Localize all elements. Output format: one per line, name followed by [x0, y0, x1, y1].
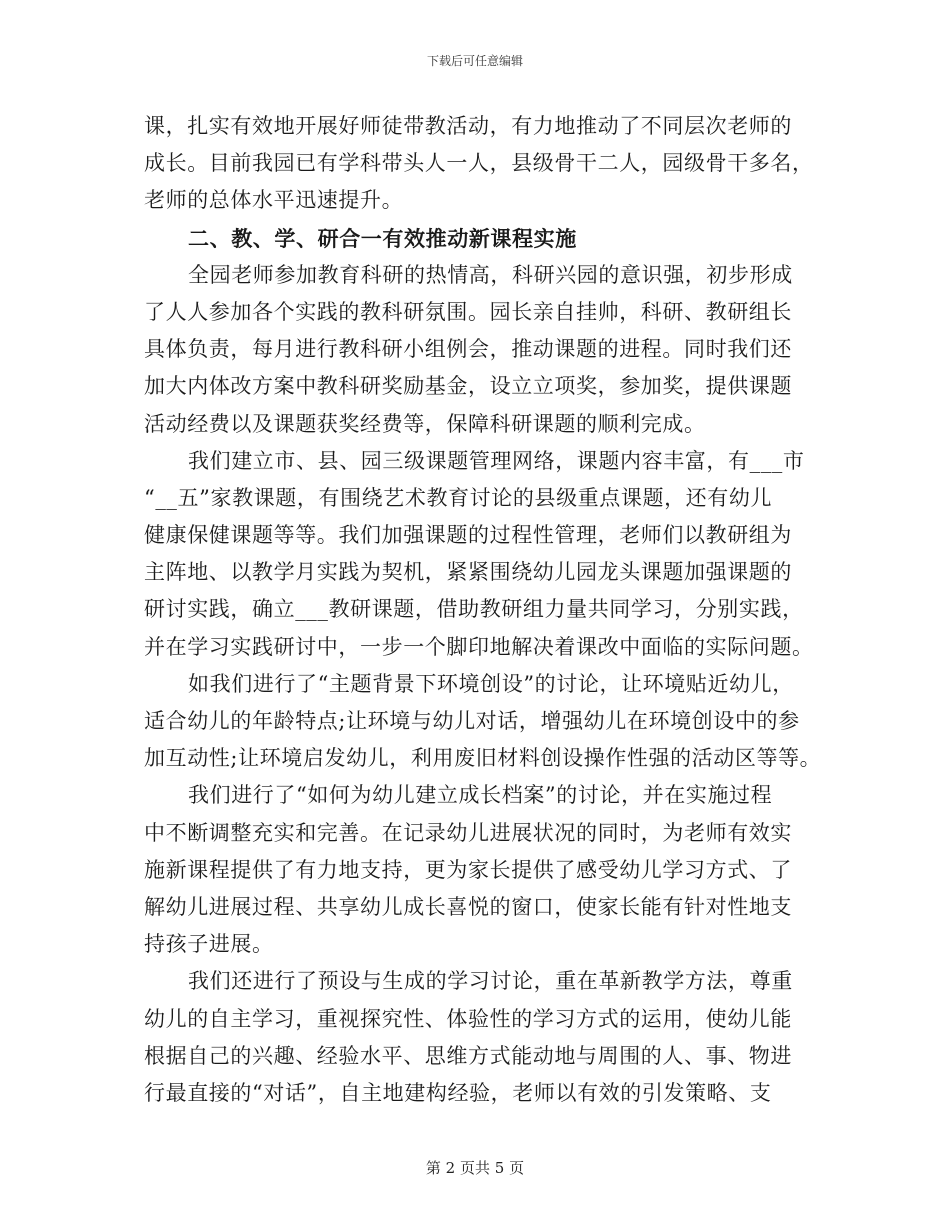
paragraph-line: 研讨实践，确立___教研课题，借助教研组力量共同学习，分别实践， — [144, 597, 804, 622]
paragraph-line: 具体负责，每月进行教科研小组例会，推动课题的进程。同时我们还 — [144, 337, 792, 362]
paragraph-line: 我们建立市、县、园三级课题管理网络，课题内容丰富，有___市 — [188, 448, 805, 473]
page-footer: 第 2 页共 5 页 — [425, 1159, 525, 1177]
paragraph-line: 根据自己的兴趣、经验水平、思维方式能动地与周围的人、事、物进 — [144, 1043, 792, 1068]
paragraph-line: 加互动性;让环境启发幼儿，利用废旧材料创设操作性强的活动区等等。 — [144, 746, 822, 771]
paragraph-line: 健康保健课题等等。我们加强课题的过程性管理，老师们以教研组为 — [144, 523, 792, 548]
paragraph-line: 全园老师参加教育科研的热情高，科研兴园的意识强，初步形成 — [188, 262, 793, 287]
paragraph-line: 主阵地、以教学月实践为契机，紧紧围绕幼儿园龙头课题加强课题的 — [144, 560, 792, 585]
section-heading: 二、教、学、研合一有效推动新课程实施 — [188, 225, 577, 251]
document-body — [144, 108, 822, 1112]
paragraph-line: 我们还进行了预设与生成的学习讨论，重在革新教学方法，尊重 — [188, 969, 793, 994]
paragraph-line: 中不断调整充实和完善。在记录幼儿进展状况的同时，为老师有效实 — [144, 820, 792, 845]
paragraph-line: 成长。目前我园已有学科带头人一人，县级骨干二人，园级骨干多名， — [144, 151, 814, 176]
paragraph-line: 如我们进行了“主题背景下环境创设”的讨论，让环境贴近幼儿， — [188, 671, 794, 696]
paragraph-line: 解幼儿进展过程、共享幼儿成长喜悦的窗口，使家长能有针对性地支 — [144, 894, 792, 919]
paragraph-line: 施新课程提供了有力地支持，更为家长提供了感受幼儿学习方式、了 — [144, 857, 792, 882]
paragraph-line: 了人人参加各个实践的教科研氛围。园长亲自挂帅，科研、教研组长 — [144, 299, 792, 324]
paragraph-line: 我们进行了“如何为幼儿建立成长档案”的讨论，并在实施过程 — [188, 783, 773, 808]
page-header: 下载后可任意编辑 — [426, 54, 523, 68]
paragraph-line: 课，扎实有效地开展好师徒带教活动，有力地推动了不同层次老师的 — [144, 114, 792, 138]
paragraph-line: 适合幼儿的年龄特点;让环境与幼儿对话，增强幼儿在环境创设中的参 — [144, 709, 800, 733]
paragraph-line: 加大内体改方案中教科研奖励基金，设立立项奖，参加奖，提供课题 — [144, 374, 792, 399]
paragraph-line: “__五”家教课题，有围绕艺术教育讨论的县级重点课题，还有幼儿 — [144, 485, 773, 510]
paragraph-line: 行最直接的“对话”，自主地建构经验，老师以有效的引发策略、支 — [144, 1080, 772, 1105]
paragraph-line: 并在学习实践研讨中，一步一个脚印地解决着课改中面临的实际问题。 — [144, 634, 814, 659]
paragraph-line: 持孩子进展。 — [144, 932, 274, 957]
paragraph-line: 活动经费以及课题获奖经费等，保障科研课题的顺利完成。 — [144, 411, 706, 436]
paragraph-line: 老师的总体水平迅速提升。 — [144, 188, 404, 213]
paragraph-line: 幼儿的自主学习，重视探究性、体验性的学习方式的运用，使幼儿能 — [144, 1006, 792, 1031]
